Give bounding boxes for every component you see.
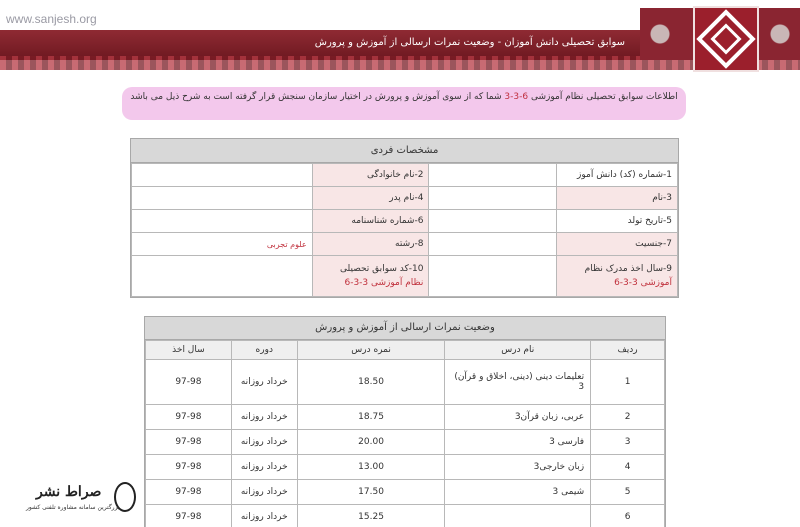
personal-label-line: 9-سال اخذ مدرک نظام: [562, 262, 672, 276]
score-cell: 18.50: [297, 360, 445, 405]
score-cell: 17.50: [297, 480, 445, 505]
term-cell: خرداد روزانه: [231, 480, 297, 505]
col-header-year: سال اخذ: [146, 341, 232, 360]
personal-info-title: مشخصات فردی: [131, 139, 678, 163]
scores-card: [144, 316, 666, 527]
row-number-cell: 5: [591, 480, 665, 505]
personal-label: 7-جنسیت: [557, 233, 678, 256]
course-cell: شیمی 3: [445, 480, 591, 505]
personal-value: [429, 210, 557, 233]
term-cell: خرداد روزانه: [231, 455, 297, 480]
course-cell: فارسی 3: [445, 430, 591, 455]
term-cell: خرداد روزانه: [231, 505, 297, 527]
year-cell: 97-98: [146, 505, 232, 527]
row-number-cell: 1: [591, 360, 665, 405]
personal-value: [132, 210, 313, 233]
table-row: [146, 505, 665, 527]
table-row: [146, 455, 665, 480]
col-header-term: دوره: [231, 341, 297, 360]
table-row: [146, 430, 665, 455]
personal-value: [429, 164, 557, 187]
notice-text-after: شما که از سوی آموزش و پرورش در اختیار سازمان سنجش قرار گرفته است به شرح ذیل می باشد: [130, 92, 501, 102]
personal-label: 3-نام: [557, 187, 678, 210]
term-cell: خرداد روزانه: [231, 360, 297, 405]
score-cell: 15.25: [297, 505, 445, 527]
table-row: [146, 480, 665, 505]
personal-label: 4-نام پدر: [312, 187, 429, 210]
field-of-study-value: علوم تجربی: [132, 233, 313, 256]
personal-label-line: نظام آموزشی 3-3-6: [318, 276, 424, 290]
table-row: [146, 405, 665, 430]
personal-info-card: [130, 138, 679, 298]
personal-info-table: [131, 163, 678, 297]
personal-value: [132, 187, 313, 210]
personal-label: 5-تاریخ تولد: [557, 210, 678, 233]
personal-value: [132, 256, 313, 297]
term-cell: خرداد روزانه: [231, 430, 297, 455]
personal-value: [429, 187, 557, 210]
year-cell: 97-98: [146, 405, 232, 430]
year-cell: 97-98: [146, 480, 232, 505]
personal-label: 1-شماره (کد) دانش آموز: [557, 164, 678, 187]
table-row: [132, 256, 678, 297]
notice-highlight: 6-3-3: [504, 92, 528, 102]
scores-table: [145, 340, 665, 527]
year-cell: 97-98: [146, 430, 232, 455]
info-notice: [122, 87, 686, 120]
score-cell: 13.00: [297, 455, 445, 480]
term-cell: خرداد روزانه: [231, 405, 297, 430]
table-row: [146, 360, 665, 405]
personal-value: [429, 256, 557, 297]
personal-value: [132, 164, 313, 187]
course-cell: زبان خارجی3: [445, 455, 591, 480]
personal-label: 6-شماره شناسنامه: [312, 210, 429, 233]
personal-label: 2-نام خانوادگی: [312, 164, 429, 187]
table-row: [132, 210, 678, 233]
personal-label-line: 10-کد سوابق تحصیلی: [318, 262, 424, 276]
year-cell: 97-98: [146, 455, 232, 480]
watermark-subtitle: بزرگترین سامانه مشاوره تلفنی کشور: [26, 504, 120, 511]
col-header-course: نام درس: [445, 341, 591, 360]
site-url[interactable]: www.sanjesh.org: [6, 12, 97, 26]
col-header-score: نمره درس: [297, 341, 445, 360]
personal-value: [429, 233, 557, 256]
sanjesh-logo[interactable]: [693, 6, 759, 72]
score-cell: 18.75: [297, 405, 445, 430]
year-cell: 97-98: [146, 360, 232, 405]
table-header-row: [146, 341, 665, 360]
row-number-cell: 4: [591, 455, 665, 480]
row-number-cell: 3: [591, 430, 665, 455]
table-row: [132, 187, 678, 210]
row-number-cell: 2: [591, 405, 665, 430]
col-header-row: ردیف: [591, 341, 665, 360]
notice-text-before: اطلاعات سوابق تحصیلی نظام آموزشی: [531, 92, 678, 102]
table-row: [132, 233, 678, 256]
page-subtitle: سوابق تحصیلی دانش آموزان - وضعیت نمرات ارسالی از آموزش و پرورش: [315, 37, 625, 48]
scores-title: وضعیت نمرات ارسالی از آموزش و پرورش: [145, 317, 665, 340]
site-header: [0, 0, 800, 78]
row-number-cell: 6: [591, 505, 665, 527]
course-cell: عربی، زبان قرآن3: [445, 405, 591, 430]
personal-label-multiline: [557, 256, 678, 297]
score-cell: 20.00: [297, 430, 445, 455]
personal-label-multiline: [312, 256, 429, 297]
watermark-logo: [18, 482, 136, 522]
course-cell: تعلیمات دینی (دینی، اخلاق و قرآن) 3: [445, 360, 591, 405]
watermark-title: صراط نشر: [36, 484, 101, 500]
personal-label-line: آموزشی 3-3-6: [562, 276, 672, 290]
table-row: [132, 164, 678, 187]
personal-label: 8-رشته: [312, 233, 429, 256]
course-cell: [445, 505, 591, 527]
